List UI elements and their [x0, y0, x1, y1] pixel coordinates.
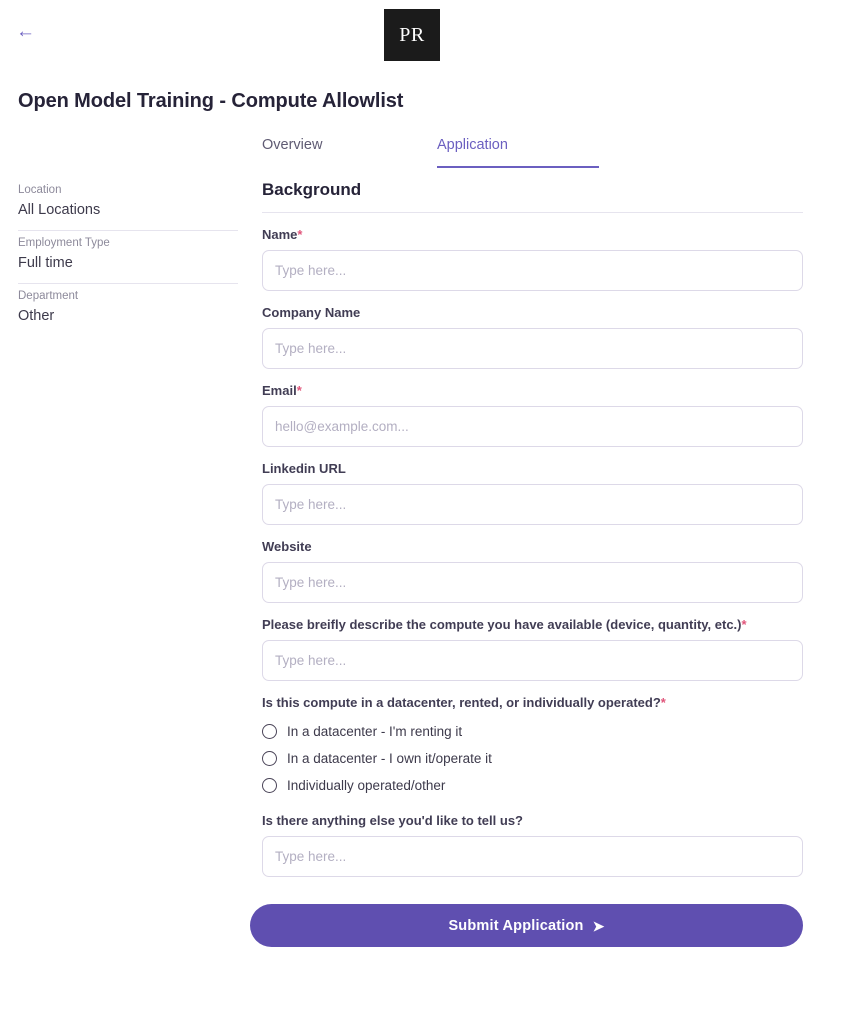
- radio-option-label: Individually operated/other: [287, 778, 446, 793]
- field-email-label-text: Email: [262, 383, 297, 398]
- radio-option-datacenter-owned[interactable]: [262, 745, 803, 772]
- field-compute-location-label-text: Is this compute in a datacenter, rented, or individually operated?: [262, 695, 661, 710]
- required-marker: *: [660, 695, 666, 710]
- name-input[interactable]: [262, 250, 803, 291]
- field-email-label: [262, 383, 803, 398]
- radio-circle-icon: [262, 724, 277, 739]
- required-marker: *: [296, 383, 302, 398]
- tab-bar: [262, 133, 802, 168]
- compute-location-radio-group: [262, 718, 803, 799]
- meta-location-value: All Locations: [18, 202, 101, 218]
- field-company-name: [262, 305, 803, 369]
- meta-employment-type: [18, 231, 238, 284]
- radio-circle-icon: [262, 751, 277, 766]
- compute-description-input[interactable]: [262, 640, 803, 681]
- field-anything-else-label: Is there anything else you'd like to tell us?: [262, 813, 523, 828]
- submit-application-button[interactable]: [250, 904, 803, 947]
- top-bar: [0, 0, 842, 68]
- field-compute-location: [262, 695, 803, 799]
- required-marker: *: [741, 617, 747, 632]
- job-meta-panel: [18, 178, 238, 336]
- email-input[interactable]: [262, 406, 803, 447]
- field-compute-location-label: [262, 695, 803, 710]
- field-compute-description-label: [262, 617, 803, 632]
- send-icon: ➤: [592, 917, 605, 934]
- linkedin-url-input[interactable]: [262, 484, 803, 525]
- meta-department: [18, 284, 238, 336]
- field-company-name-label: Company Name: [262, 305, 361, 320]
- field-email: [262, 383, 803, 447]
- brand-logo: PR: [384, 9, 440, 61]
- radio-circle-icon: [262, 778, 277, 793]
- meta-department-label: Department: [18, 290, 79, 302]
- tab-application[interactable]: Application: [437, 133, 599, 168]
- field-linkedin-url: [262, 461, 803, 525]
- anything-else-input[interactable]: [262, 836, 803, 877]
- application-form: [262, 180, 803, 947]
- section-title-background: Background: [262, 180, 803, 213]
- field-name: [262, 227, 803, 291]
- field-name-label: [262, 227, 803, 242]
- field-anything-else: [262, 813, 803, 877]
- meta-department-value: Other: [18, 308, 55, 324]
- radio-option-label: In a datacenter - I own it/operate it: [287, 751, 492, 766]
- submit-row: [262, 904, 803, 947]
- field-website: [262, 539, 803, 603]
- field-compute-description: [262, 617, 803, 681]
- field-name-label-text: Name: [262, 227, 298, 242]
- tab-overview[interactable]: Overview: [262, 137, 323, 153]
- arrow-left-icon[interactable]: ←: [16, 21, 35, 42]
- field-compute-description-label-text: Please breifly describe the compute you have available (device, quantity, etc.): [262, 617, 742, 632]
- radio-option-datacenter-renting[interactable]: [262, 718, 803, 745]
- page-title: Open Model Training - Compute Allowlist: [18, 90, 404, 112]
- field-website-label: Website: [262, 539, 312, 554]
- website-input[interactable]: [262, 562, 803, 603]
- company-name-input[interactable]: [262, 328, 803, 369]
- meta-location-label: Location: [18, 184, 62, 196]
- meta-employment-type-value: Full time: [18, 255, 73, 271]
- field-linkedin-url-label: Linkedin URL: [262, 461, 346, 476]
- meta-location: [18, 178, 238, 231]
- radio-option-individually-operated[interactable]: [262, 772, 803, 799]
- radio-option-label: In a datacenter - I'm renting it: [287, 724, 463, 739]
- required-marker: *: [297, 227, 303, 242]
- submit-application-label: Submit Application: [448, 917, 584, 934]
- meta-employment-type-label: Employment Type: [18, 237, 110, 249]
